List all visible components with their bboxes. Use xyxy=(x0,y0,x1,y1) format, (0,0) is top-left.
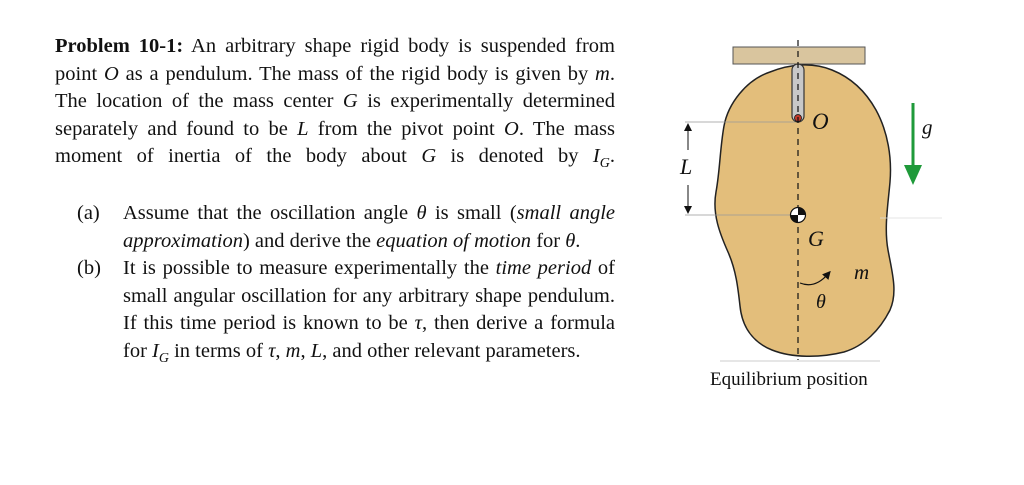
math-symbol: I xyxy=(152,339,159,362)
angle-label: θ xyxy=(816,291,826,313)
part-b-label: (b) xyxy=(77,257,101,279)
text-run: is experimentally determined separately and found to be xyxy=(55,90,615,140)
math-symbol: m xyxy=(285,339,301,362)
math-symbol: O xyxy=(103,62,119,85)
gravity-arrow xyxy=(904,103,922,185)
pivot-slot xyxy=(792,64,804,122)
math-symbol: O xyxy=(504,117,519,140)
pendulum-figure xyxy=(660,38,960,398)
math-symbol: G xyxy=(421,145,437,167)
part-a xyxy=(55,200,615,255)
text-run: . xyxy=(609,145,615,167)
text-run: from the pivot point xyxy=(308,117,505,140)
mass-center-symbol xyxy=(791,208,806,223)
problem-intro xyxy=(55,33,615,200)
math-symbol: τ xyxy=(268,339,276,362)
length-label: L xyxy=(680,154,693,179)
text-run: is denoted by xyxy=(436,145,593,167)
problem-heading: Problem 10-1: xyxy=(55,35,184,57)
math-symbol: time period xyxy=(495,257,592,279)
text-run: for xyxy=(531,229,566,252)
text-run: in terms of xyxy=(168,339,269,362)
part-a-label: (a) xyxy=(77,202,100,224)
math-symbol: m xyxy=(595,62,610,85)
part-b xyxy=(55,255,615,367)
text-run: An arbitrary shape rigid body is suspended from point xyxy=(55,35,615,85)
math-symbol: L xyxy=(310,339,323,362)
text-run: It is possible to measure experimentally the xyxy=(123,257,496,279)
math-symbol: θ xyxy=(416,202,427,224)
mass-center-label: G xyxy=(808,226,824,251)
pivot-label: O xyxy=(812,109,829,134)
text-run: is small ( xyxy=(426,202,517,224)
text-run: , and other relevant parameters. xyxy=(322,339,581,362)
problem-parts xyxy=(55,200,615,367)
figure-caption: Equilibrium position xyxy=(710,369,868,390)
text-run: . The mass moment of inertia of the body about xyxy=(55,117,615,167)
text-run: Assume that the oscillation angle xyxy=(123,202,417,224)
text-run: , xyxy=(300,339,311,362)
text-run: . xyxy=(575,229,581,252)
text-run: as a pendulum. The mass of the rigid body is given by xyxy=(118,62,596,85)
part-b-text xyxy=(123,257,615,366)
text-run: ) and derive the xyxy=(242,229,377,252)
subscript-text: G xyxy=(158,350,169,366)
part-a-text xyxy=(123,202,615,252)
gravity-label: g xyxy=(922,115,933,139)
problem-statement xyxy=(55,33,615,367)
math-symbol: equation of motion xyxy=(376,229,532,252)
text-run: , xyxy=(275,339,286,362)
subscript-text: G xyxy=(599,156,610,171)
mass-label: m xyxy=(854,260,870,284)
ceiling-support xyxy=(733,47,865,64)
text-run: . The location of the mass center xyxy=(55,62,615,112)
text-run: , then derive a formula for xyxy=(123,312,615,362)
math-symbol: small angle approximation xyxy=(123,202,616,252)
math-symbol: L xyxy=(297,117,309,140)
math-symbol: G xyxy=(342,90,358,112)
math-symbol: θ xyxy=(565,229,576,252)
math-symbol: τ xyxy=(414,312,422,334)
text-run: of small angular oscillation for any arbitrary shape pendulum. If this time period is known to be xyxy=(123,257,615,334)
math-symbol: I xyxy=(592,145,600,167)
